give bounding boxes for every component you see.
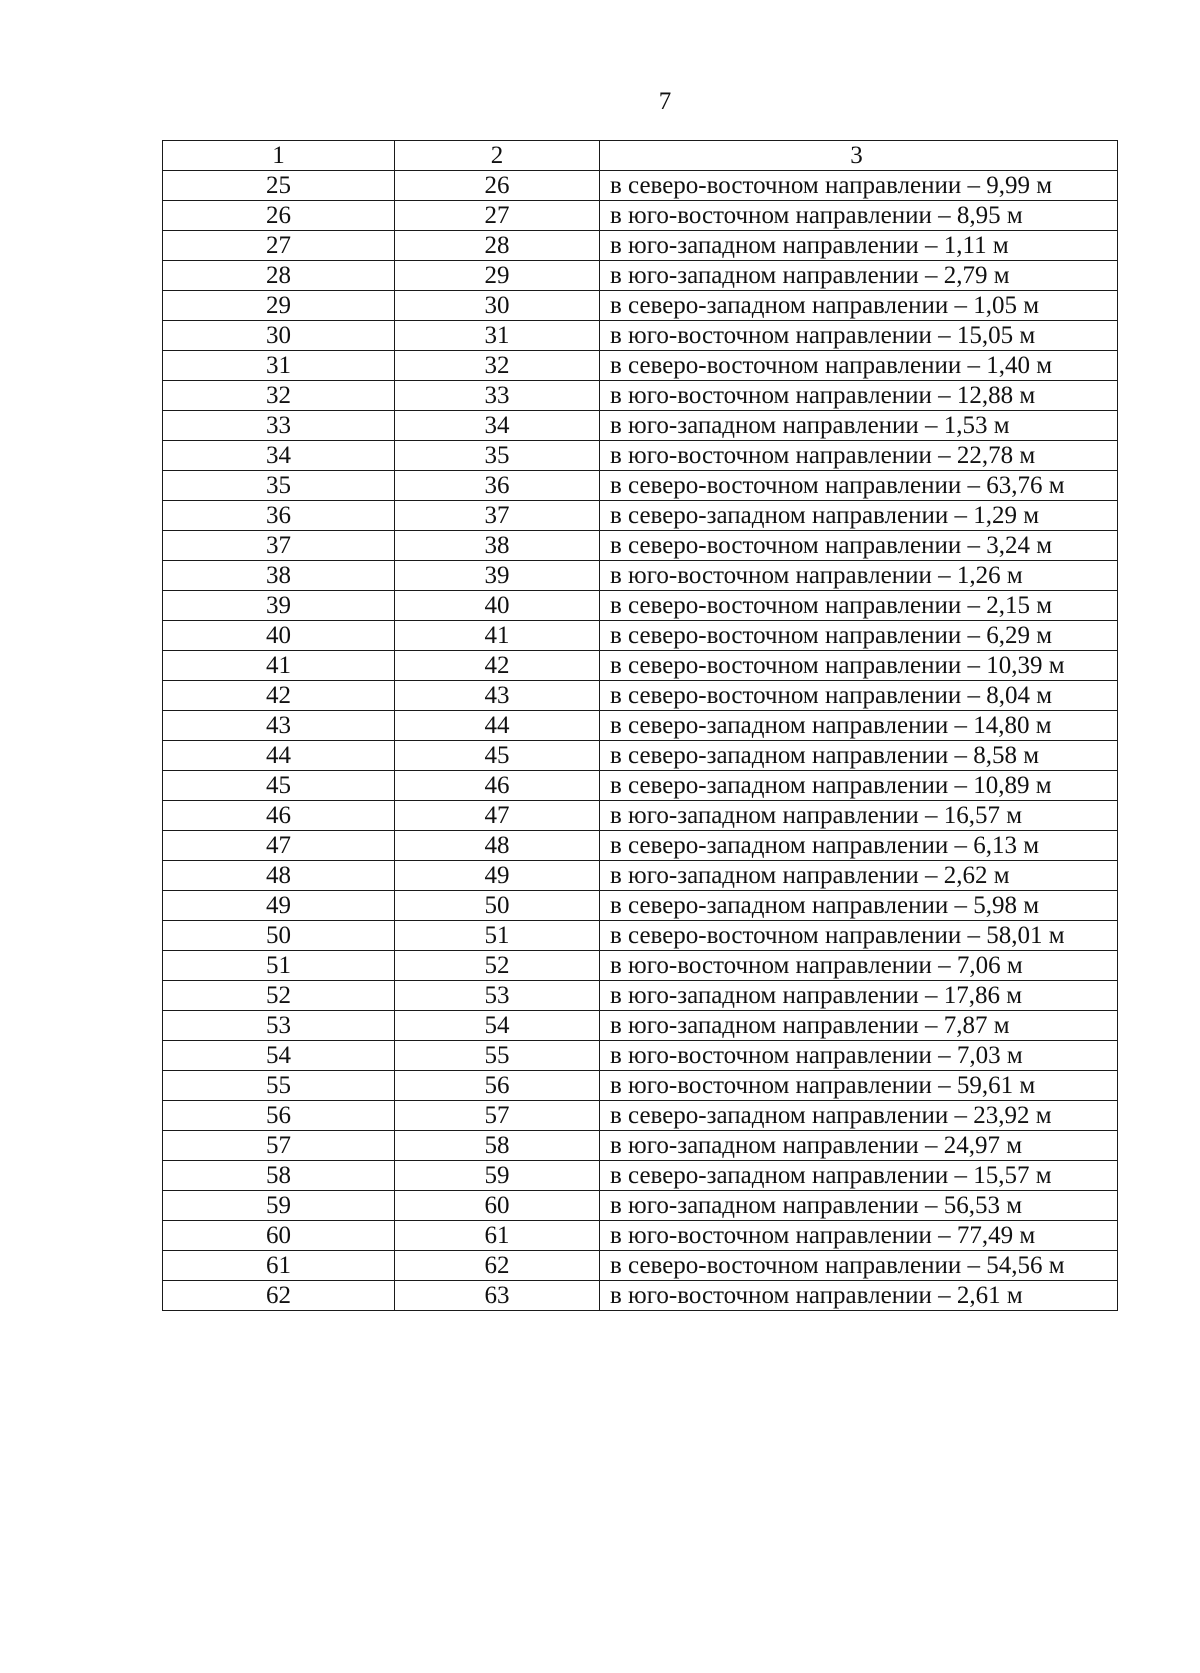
point-to-cell: 63 <box>395 1281 600 1311</box>
point-to-cell: 62 <box>395 1251 600 1281</box>
point-from-cell: 28 <box>163 261 395 291</box>
direction-distance-cell: в северо-восточном направлении – 9,99 м <box>600 171 1118 201</box>
direction-distance-cell: в юго-западном направлении – 1,53 м <box>600 411 1118 441</box>
point-to-cell: 54 <box>395 1011 600 1041</box>
table-header-row <box>163 141 1118 171</box>
direction-distance-cell: в северо-восточном направлении – 10,39 м <box>600 651 1118 681</box>
table-row <box>163 801 1118 831</box>
point-from-cell: 50 <box>163 921 395 951</box>
point-from-cell: 27 <box>163 231 395 261</box>
direction-distance-cell: в северо-западном направлении – 8,58 м <box>600 741 1118 771</box>
direction-distance-cell: в юго-западном направлении – 17,86 м <box>600 981 1118 1011</box>
point-from-cell: 25 <box>163 171 395 201</box>
point-from-cell: 26 <box>163 201 395 231</box>
point-from-cell: 57 <box>163 1131 395 1161</box>
table-row <box>163 981 1118 1011</box>
point-to-cell: 40 <box>395 591 600 621</box>
direction-distance-cell: в северо-восточном направлении – 54,56 м <box>600 1251 1118 1281</box>
point-from-cell: 32 <box>163 381 395 411</box>
point-from-cell: 53 <box>163 1011 395 1041</box>
point-to-cell: 30 <box>395 291 600 321</box>
direction-distance-cell: в юго-восточном направлении – 15,05 м <box>600 321 1118 351</box>
page-number: 7 <box>658 88 672 115</box>
table-row <box>163 351 1118 381</box>
point-to-cell: 50 <box>395 891 600 921</box>
point-to-cell: 45 <box>395 741 600 771</box>
point-to-cell: 55 <box>395 1041 600 1071</box>
table-row <box>163 921 1118 951</box>
boundary-table-container <box>162 140 1117 1311</box>
table-row <box>163 951 1118 981</box>
header-col-2: 2 <box>395 141 600 171</box>
point-to-cell: 42 <box>395 651 600 681</box>
point-from-cell: 35 <box>163 471 395 501</box>
point-from-cell: 48 <box>163 861 395 891</box>
direction-distance-cell: в юго-восточном направлении – 7,03 м <box>600 1041 1118 1071</box>
point-to-cell: 47 <box>395 801 600 831</box>
point-from-cell: 45 <box>163 771 395 801</box>
table-row <box>163 741 1118 771</box>
table-row <box>163 681 1118 711</box>
direction-distance-cell: в юго-восточном направлении – 12,88 м <box>600 381 1118 411</box>
direction-distance-cell: в юго-западном направлении – 7,87 м <box>600 1011 1118 1041</box>
table-row <box>163 171 1118 201</box>
point-to-cell: 51 <box>395 921 600 951</box>
table-row <box>163 291 1118 321</box>
point-from-cell: 43 <box>163 711 395 741</box>
point-from-cell: 30 <box>163 321 395 351</box>
table-row <box>163 591 1118 621</box>
table-row <box>163 1281 1118 1311</box>
table-row <box>163 561 1118 591</box>
point-from-cell: 52 <box>163 981 395 1011</box>
table-row <box>163 321 1118 351</box>
direction-distance-cell: в северо-восточном направлении – 2,15 м <box>600 591 1118 621</box>
point-to-cell: 44 <box>395 711 600 741</box>
table-row <box>163 531 1118 561</box>
point-from-cell: 55 <box>163 1071 395 1101</box>
direction-distance-cell: в северо-западном направлении – 23,92 м <box>600 1101 1118 1131</box>
direction-distance-cell: в северо-западном направлении – 6,13 м <box>600 831 1118 861</box>
point-to-cell: 48 <box>395 831 600 861</box>
point-to-cell: 31 <box>395 321 600 351</box>
direction-distance-cell: в северо-западном направлении – 10,89 м <box>600 771 1118 801</box>
header-col-3: 3 <box>600 141 1118 171</box>
table-row <box>163 201 1118 231</box>
point-to-cell: 53 <box>395 981 600 1011</box>
point-to-cell: 34 <box>395 411 600 441</box>
point-from-cell: 36 <box>163 501 395 531</box>
point-to-cell: 35 <box>395 441 600 471</box>
direction-distance-cell: в юго-восточном направлении – 59,61 м <box>600 1071 1118 1101</box>
point-to-cell: 59 <box>395 1161 600 1191</box>
direction-distance-cell: в северо-восточном направлении – 8,04 м <box>600 681 1118 711</box>
table-row <box>163 891 1118 921</box>
direction-distance-cell: в юго-восточном направлении – 7,06 м <box>600 951 1118 981</box>
direction-distance-cell: в северо-западном направлении – 5,98 м <box>600 891 1118 921</box>
point-from-cell: 42 <box>163 681 395 711</box>
point-from-cell: 33 <box>163 411 395 441</box>
point-to-cell: 39 <box>395 561 600 591</box>
direction-distance-cell: в юго-восточном направлении – 1,26 м <box>600 561 1118 591</box>
direction-distance-cell: в северо-западном направлении – 14,80 м <box>600 711 1118 741</box>
point-to-cell: 60 <box>395 1191 600 1221</box>
point-to-cell: 61 <box>395 1221 600 1251</box>
point-from-cell: 59 <box>163 1191 395 1221</box>
point-to-cell: 28 <box>395 231 600 261</box>
table-row <box>163 1161 1118 1191</box>
table-row <box>163 861 1118 891</box>
table-row <box>163 771 1118 801</box>
table-row <box>163 441 1118 471</box>
table-row <box>163 1221 1118 1251</box>
direction-distance-cell: в юго-восточном направлении – 22,78 м <box>600 441 1118 471</box>
point-to-cell: 56 <box>395 1071 600 1101</box>
point-from-cell: 54 <box>163 1041 395 1071</box>
direction-distance-cell: в юго-восточном направлении – 77,49 м <box>600 1221 1118 1251</box>
table-row <box>163 831 1118 861</box>
point-from-cell: 44 <box>163 741 395 771</box>
point-to-cell: 32 <box>395 351 600 381</box>
point-to-cell: 52 <box>395 951 600 981</box>
point-from-cell: 51 <box>163 951 395 981</box>
direction-distance-cell: в юго-западном направлении – 2,62 м <box>600 861 1118 891</box>
direction-distance-cell: в юго-восточном направлении – 2,61 м <box>600 1281 1118 1311</box>
point-to-cell: 43 <box>395 681 600 711</box>
header-col-1: 1 <box>163 141 395 171</box>
point-to-cell: 38 <box>395 531 600 561</box>
point-to-cell: 36 <box>395 471 600 501</box>
point-from-cell: 31 <box>163 351 395 381</box>
table-row <box>163 1101 1118 1131</box>
direction-distance-cell: в юго-западном направлении – 56,53 м <box>600 1191 1118 1221</box>
point-from-cell: 29 <box>163 291 395 321</box>
direction-distance-cell: в северо-западном направлении – 1,29 м <box>600 501 1118 531</box>
point-to-cell: 37 <box>395 501 600 531</box>
point-from-cell: 41 <box>163 651 395 681</box>
point-from-cell: 46 <box>163 801 395 831</box>
point-from-cell: 49 <box>163 891 395 921</box>
point-to-cell: 26 <box>395 171 600 201</box>
point-from-cell: 47 <box>163 831 395 861</box>
point-from-cell: 40 <box>163 621 395 651</box>
table-row <box>163 1251 1118 1281</box>
table-row <box>163 621 1118 651</box>
point-from-cell: 62 <box>163 1281 395 1311</box>
table-row <box>163 1041 1118 1071</box>
direction-distance-cell: в северо-восточном направлении – 63,76 м <box>600 471 1118 501</box>
table-row <box>163 381 1118 411</box>
direction-distance-cell: в юго-западном направлении – 16,57 м <box>600 801 1118 831</box>
direction-distance-cell: в северо-западном направлении – 15,57 м <box>600 1161 1118 1191</box>
direction-distance-cell: в юго-восточном направлении – 8,95 м <box>600 201 1118 231</box>
table-row <box>163 651 1118 681</box>
table-row <box>163 261 1118 291</box>
direction-distance-cell: в северо-восточном направлении – 1,40 м <box>600 351 1118 381</box>
direction-distance-cell: в северо-восточном направлении – 6,29 м <box>600 621 1118 651</box>
point-from-cell: 60 <box>163 1221 395 1251</box>
point-from-cell: 34 <box>163 441 395 471</box>
point-to-cell: 27 <box>395 201 600 231</box>
point-to-cell: 46 <box>395 771 600 801</box>
direction-distance-cell: в северо-восточном направлении – 58,01 м <box>600 921 1118 951</box>
table-row <box>163 1071 1118 1101</box>
direction-distance-cell: в юго-западном направлении – 1,11 м <box>600 231 1118 261</box>
point-from-cell: 38 <box>163 561 395 591</box>
table-row <box>163 471 1118 501</box>
direction-distance-cell: в северо-западном направлении – 1,05 м <box>600 291 1118 321</box>
point-from-cell: 58 <box>163 1161 395 1191</box>
table-row <box>163 501 1118 531</box>
point-to-cell: 33 <box>395 381 600 411</box>
direction-distance-cell: в северо-восточном направлении – 3,24 м <box>600 531 1118 561</box>
point-from-cell: 39 <box>163 591 395 621</box>
point-to-cell: 29 <box>395 261 600 291</box>
boundary-table <box>162 140 1118 1311</box>
point-from-cell: 61 <box>163 1251 395 1281</box>
table-row <box>163 711 1118 741</box>
point-to-cell: 41 <box>395 621 600 651</box>
point-to-cell: 49 <box>395 861 600 891</box>
direction-distance-cell: в юго-западном направлении – 2,79 м <box>600 261 1118 291</box>
point-to-cell: 57 <box>395 1101 600 1131</box>
table-row <box>163 1011 1118 1041</box>
table-row <box>163 1131 1118 1161</box>
point-from-cell: 37 <box>163 531 395 561</box>
table-row <box>163 231 1118 261</box>
point-to-cell: 58 <box>395 1131 600 1161</box>
point-from-cell: 56 <box>163 1101 395 1131</box>
table-row <box>163 411 1118 441</box>
table-row <box>163 1191 1118 1221</box>
direction-distance-cell: в юго-западном направлении – 24,97 м <box>600 1131 1118 1161</box>
